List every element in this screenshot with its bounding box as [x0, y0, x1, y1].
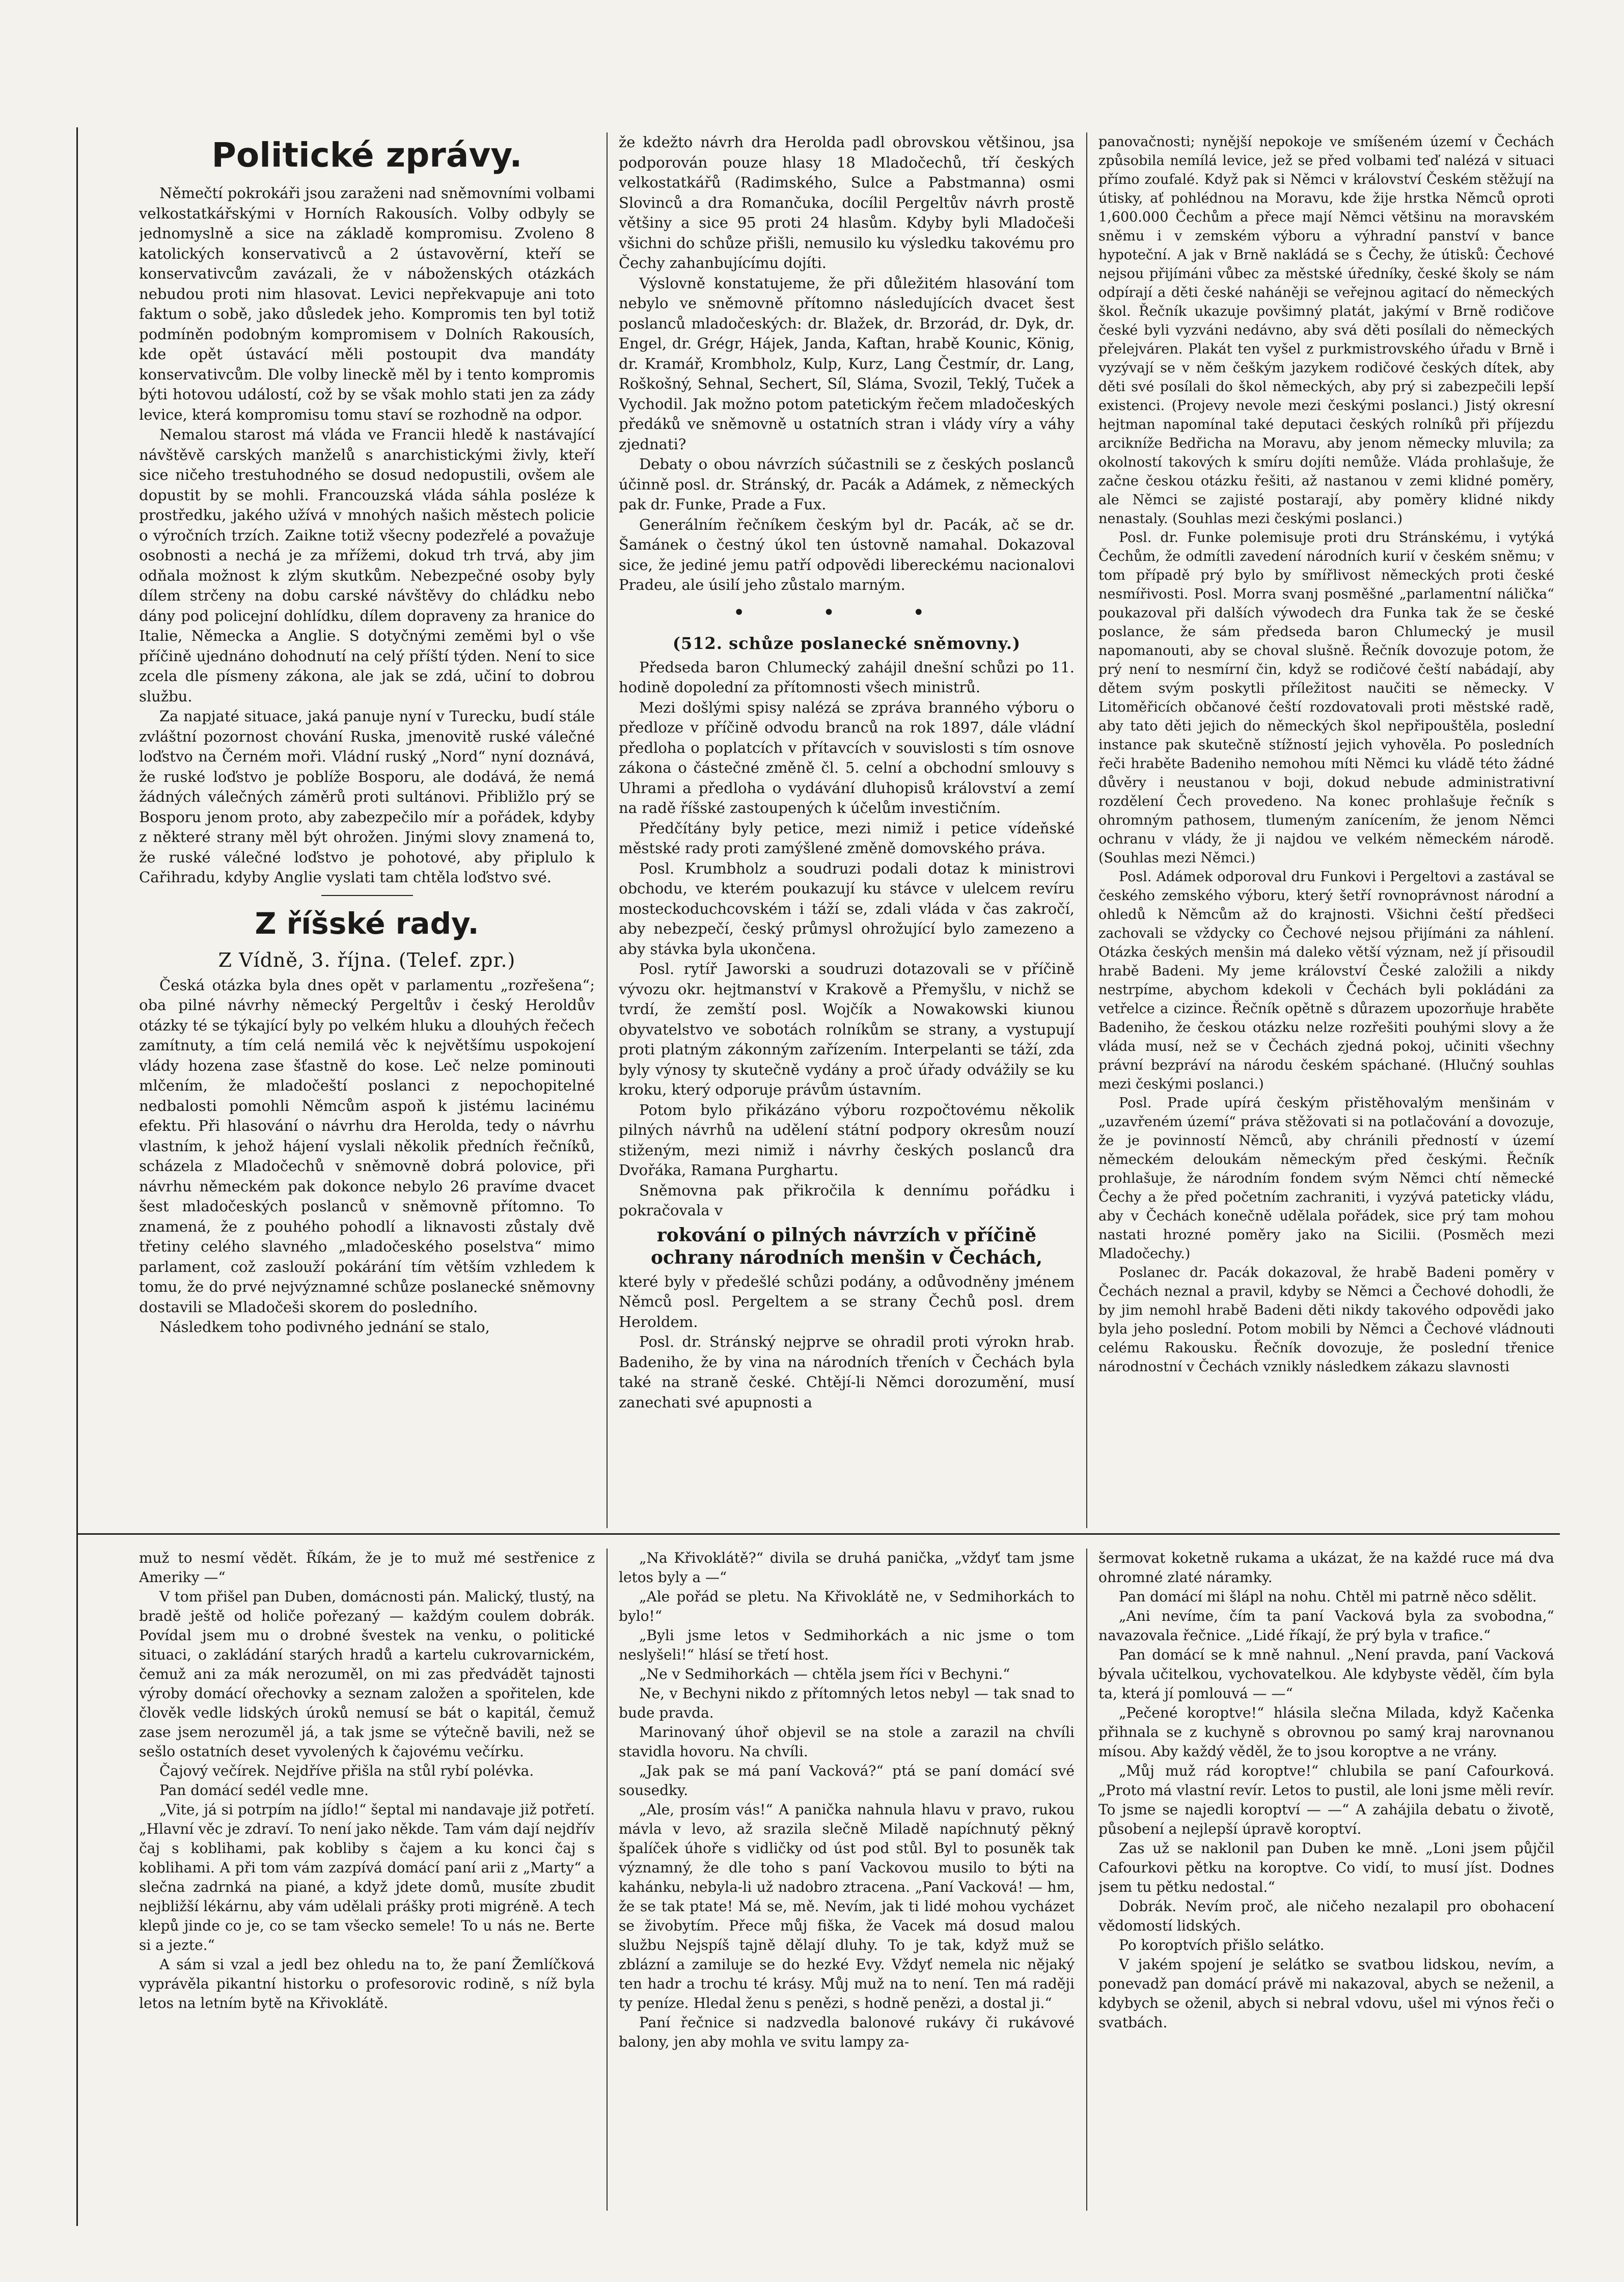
divider	[321, 895, 413, 896]
feuilleton-rule	[78, 1533, 1560, 1535]
story-paragraph: „Ne v Sedmihorkách — chtěla jsem říci v Bechyni.“	[639, 1666, 1010, 1682]
story-paragraph: V jakém spojení je selátko se svatbou lidskou, nevím, a ponevadž pan domácí právě mi nakazoval, abych se neženil, a kdybych se oženil, abych si nebral vdovu, ušel mi výnos řeči o svatbách.	[1098, 1956, 1554, 2031]
article-paragraph: Posl. rytíř Jaworski a soudruzi dotazovali se v příčině vývozu okr. hejtmanství v Krakově a Přemyšlu, v nichž se tvrdí, že zemští posl. Wojčík a Nowakowski kiunou obyvatelstvo ve sobotách rolníkům se strany, a vystupují proti platným zákonným zařízením. Interpelanti se táží, zda byly výnosy ty skutečně vydány a proč úřady odvážily se ku kroku, který odporuje právům ústavním.	[619, 960, 1075, 1098]
story-paragraph: Pan domácí sedél vedle mne.	[159, 1782, 369, 1799]
story-paragraph: A sám si vzal a jedl bez ohledu na to, že paní Žemlíčková vyprávěla pikantní historku o profesorovic rodině, s níž byla letos na letním bytě na Křivoklátě.	[139, 1956, 595, 2012]
story-paragraph: šermovat koketně rukama a ukázat, že na každé ruce má dva ohromné zlaté náramky.	[1098, 1550, 1554, 1586]
story-paragraph: Paní řečnice si nadzvedla balonové rukávy či rukávové balony, jen aby mohla ve svitu lampy za-	[619, 2014, 1075, 2050]
story-paragraph: „Můj muž rád koroptve!“ chlubila se paní Cafourková. „Proto má vlastní revír. Letos to pustil, ale loni jsme měli revír. To jsme se najedli koroptví — —“ A zahájila debatu o životě, působení a nejlepší úpravě koroptví.	[1098, 1762, 1554, 1837]
story-paragraph: „Na Křivoklátě?“ divila se druhá panička, „vždyť tam jsme letos byly a —“	[619, 1550, 1075, 1586]
story-paragraph: „Ani nevíme, čím ta paní Vacková byla za svobodna,“ navazovala řečnice. „Lidé říkají, že prý byla v trafice.“	[1098, 1608, 1554, 1644]
story-paragraph: „Vite, já si potrpím na jídlo!“ šeptal mi nandavaje již potřetí. „Hlavní věc je zdraví. To není jako někde. Tam vám dají nejdřív čaj s koblihami, pak kobliby s čajem a ku konci čaj s koblihami. A při tom vám zazpívá domácí paní arii z „Marty“ a slečna zadrnká na piané, a když jdete domů, musíte zbudit nejbližší lékárnu, aby vám udělali prášky proti migréně. A tech klepů jinde co je, co se tam všecko semele! To u nás ne. Berte si a jezte.“	[139, 1801, 595, 1953]
article-paragraph: Poslanec dr. Pacák dokazoval, že hrabě Badeni poměry v Čechách neznal a pravil, kdyby se Němci a Čechové dohodli, že by jim nemohl hrabě Badeni děti nikdy takového odpovědi jako byla jeho poslední. Potom mobili by Němci a Čechové vládnouti celému Rakousku. Řečník dovozuje, že poslední třenice národnostní v Čechách vznikly následkem zákazu slavnosti	[1098, 1265, 1554, 1375]
feuilleton-column-1	[139, 1548, 595, 2211]
separator-dots: • • •	[733, 601, 960, 624]
article-paragraph: panovačnosti; nynější nepokoje ve smíšeném území v Čechách způsobila nemílá levice, jež se před volbami teď nalézá v situaci přímo zoufalé. Když pak si Němci v království Českém stěžují na útisky, ať pohlédnou na Moravu, kde žije hrstka Němců oproti 1,600.000 Čechům a přece mají Němci většinu na moravském sněmu i v zemském výboru a výhradní panství v bance hypoteční. A jak v Brně nakládá se s Čechy, že útisků: Čechové nejsou přijímáni vůbec za městské úředníky, české školy se nám odpírají a děti české naháněji se veřejnou agitací do německých škol. Řečník ukazuje povšimný platát, jakýmí v Brně rodičove české byli vyzváni nedávno, aby svá děti posílali do německých přelejváren. Plakát ten vyšel z purkmistrovského úřadu v Brně i vyzývají se v něm češkým jazykem rodičové českých dítek, aby děti své posílali do škol německých, aby prý si zabezpečili lepší existenci. (Projevy nevole mezi českými poslanci.) Jistý okresní hejtman napomínal také deputaci českých rolníků při příjezdu arcikníže Bedřicha na Moravu, aby jenom německy mluvila; za okolností takových k smíru dojíti nemůže. Vláda prohlašuje, že začne českou otázku řešiti, až nastanou v zemi klidné poměry, ale Němci se zajisté postarají, aby poměry klidné nikdy nenastaly. (Souhlas mezi českými poslanci.)	[1098, 134, 1554, 527]
column-politics	[139, 132, 595, 1518]
column-rule	[607, 1548, 608, 2211]
dateline: Z Vídně, 3. října. (Telef. zpr.)	[218, 948, 516, 971]
column-rule	[607, 132, 608, 1528]
newspaper-page	[76, 127, 1584, 2226]
article-paragraph: Předčítány byly petice, mezi nimiž i petice vídeňské městské rady proti zamýšlené změně domovského práva.	[619, 819, 1075, 857]
article-paragraph: Posl. dr. Stránský nejprve se ohradil proti výrokn hrab. Badeniho, že by vina na národních třeních v Čechách byla také na straně české. Chtějí-li Němci dorozumění, musí zanechati své apupnosti a	[619, 1333, 1075, 1411]
story-paragraph: „Ale, prosím vás!“ A panička nahnula hlavu v pravo, rukou mávla v levo, až srazila slečně Miladě napíchnutý pěkný špalíček úhoře s vidličky od úst pod stůl. Byl to posuněk tak významný, že dle toho s paní Vackovou musilo to býti na kahánku, nebyla-li už nadobro ztracena. „Paní Vacková! — hm, že se tak ptate! Má se, mě. Nevím, jak ti lidé mohou vycházet se živobytím. Přece můj fiška, že Vacek má dosud malou službu Nejspíš tajně dělají dluhy. To je tak, když muž se zblázní a zamiluje se do hezké Evy. Vždyť nemela nic nějaký ten hadr a trochu té krásy. Můj muž na to není. Ten má raději ty peníze. Hledal ženu s penězi, s hodně penězi, a dostal ji.“	[619, 1801, 1075, 2012]
article-paragraph: Posl. Prade upírá českým přistěhovalým menšinám v „uzavřeném území“ práva stěžovati si na potlačování a dovozuje, že je povinností Němců, aby chránili předností v území německém deloukám německým před českými. Řečník prohlašuje, že národním fondem svým Němci chtí německé Čechy a že před početním zachraniti, i vyzývá pateticky vládu, aby v Čechách konečně udělala pořádek, sice prý tam mohou nastati hrozné poměry jako na Sicilii. (Posměch mezi Mladočechy.)	[1098, 1095, 1554, 1262]
story-paragraph: muž to nesmí vědět. Říkám, že je to muž mé sestřenice z Ameriky —“	[139, 1550, 595, 1586]
article-paragraph: Debaty o obou návrzích súčastnili se z českých poslanců účinně posl. dr. Stránský, dr. Pacák a Adámek, z německých pak dr. Funke, Prade a Fux.	[619, 455, 1075, 513]
story-paragraph: Zas už se naklonil pan Duben ke mně. „Loni jsem půjčil Cafourkovi pětku na koroptve. Co vidí, to musí jíst. Dodnes jsem tu pětku nedostal.“	[1098, 1840, 1554, 1895]
article-paragraph: Za napjaté situace, jaká panuje nyní v Turecku, budí stále zvláštní pozornost chování Ruska, jmenovitě ruské válečné loďstvo na Černém moři. Vládní ruský „Nord“ nyní doznává, že ruské loďstvo je poblíže Bosporu, ale dodává, že nemá žádných válečných záměrů proti sultánovi. Přibližlo prý se Bosporu jenom proto, aby zabezpečilo mír a pořádek, kdyby z některé strany měl být ohrožen. Jinými slovy znamená to, že ruské válečné loďstvo je pohotové, aby připlulo k Cařihradu, kdyby Anglie vyslati tam chtěla loďstvo své.	[139, 708, 595, 886]
section-title-politicke-zpravy: Politické zprávy.	[211, 135, 522, 175]
feuilleton-column-2	[619, 1548, 1075, 2211]
story-paragraph: Čajový večírek. Nejdříve přišla na stůl rybí polévka.	[159, 1762, 534, 1779]
story-paragraph: „Jak pak se má paní Vacková?“ ptá se paní domácí své sousedky.	[619, 1762, 1075, 1799]
article-paragraph: Následkem toho podivného jednání se stalo,	[159, 1318, 490, 1336]
column-rule	[1086, 132, 1087, 1528]
article-paragraph: Sněmovna pak přikročila k dennímu pořádku i pokračovala v	[619, 1181, 1075, 1219]
debate-heading: rokování o pilných návrzích v příčině ochrany národních menšin v Čechách,	[650, 1224, 1043, 1268]
story-paragraph: „Byli jsme letos v Sedmihorkách a nic jsme o tom neslyšeli!“ hlásí se třetí host.	[619, 1627, 1075, 1663]
session-heading: (512. schůze poslanecké sněmovny.)	[672, 633, 1021, 653]
article-paragraph: Potom bylo přikázáno výboru rozpočtovému několik pilných návrhů na udělení státní podpory okresům nouzí stiženým, mezi nimiž i návrhy českých poslanců dra Dvořáka, Ramana Purghartu.	[619, 1101, 1075, 1179]
article-paragraph: Mezi došlými spisy nalézá se zpráva branného výboru o předloze v příčině odvodu branců na rok 1897, dále vládní předloha o poplatcích v přítavcích v souvislosti s tím osnove zákona o částečné změně čl. 5. celní a obchodní smlouvy s Uhrami a předloha o vydávání dluhopisů království a zemí na radě říšské zastoupených k účelům investičním.	[619, 698, 1075, 817]
article-paragraph: Generálním řečníkem českým byl dr. Pacák, ač se dr. Šamánek o čestný úkol ten ústovně namahal. Dokazoval sice, že jediné jemu patří odpovědi libereckému nacionalovi Pradeu, ale úsilí jeho zůstalo marným.	[619, 515, 1075, 593]
column-parliament-continued	[1098, 132, 1554, 1518]
article-paragraph: Posl. Adámek odporoval dru Funkovi i Pergeltovi a zastával se českého zemského výboru, který šetří rovnoprávnost národní a ohledů k Němcům až do krajnosti. Všichni čeští předšeci zachovali se vždycky co Čechové nejsou přijímáni za náhlení. Otázka českých menšin má daleko větší význam, než jí přisoudil hrabě Badeni. My jeme království České založili a nikdy nestrpíme, abychom kdekoli v Čechách byli pokládáni za vetřelce a cizince. Řečník opětně s důrazem upozorňuje hraběte Badeniho, že českou otázku nelze rozřešiti pouhými slovy a že vláda musí, než se v Čechách zjedná pokoj, učiniti všechny právní bezpráví na národu českém spáchané. (Hlučný souhlas mezi českými poslanci.)	[1098, 869, 1554, 1092]
story-paragraph: V tom přišel pan Duben, domácnosti pán. Malický, tlustý, na bradě ještě od holiče pořezaný — každým coulem dobrák. Povídal jsem mu o drobné švestek na venku, o politické situaci, o zakládání starých hradů a kartelu cukrovarnickém, čemuž ani za mák nerozuměl, on mi zas předvádět tajnosti výroby domácí ořechovky a seznam založen a spořitelen, kde člověk vedle lidských úroků nemusí se bát o kapitál, čemuž zase jsem nerozuměl já, a tak jsme se výtečně bavili, než se sešlo ostatních deset vyvolených k čajovému večírku.	[139, 1588, 595, 1760]
story-paragraph: Dobrák. Nevím proč, ale ničeho nezalapil pro obohacení vědomostí lidských.	[1098, 1898, 1554, 1934]
story-paragraph: Ne, v Bechyni nikdo z přítomných letos nebyl — tak snad to bude pravda.	[619, 1685, 1075, 1721]
story-paragraph: Pan domácí mi šlápl na nohu. Chtěl mi patrně něco sdělit.	[1119, 1588, 1537, 1605]
article-paragraph: Posl. dr. Funke polemisuje proti dru Stránskému, i vytýká Čechům, že odmítli zavedení národních kurií v českém sněmu; v tom případě prý bylo by smířlivost německých proti české nesmířivosti. Posl. Morra svanj posměšné „parlamentní nálička“ poukazoval při dalších výwodech dra Funka tak že se české poslance, že sám předseda baron Chlumecký je musil napomanouti, aby se choval slušně. Řečník dovozuje potom, že prý není to nesmírní čin, když se rodičové čeští nabádají, aby dětem svým poskytli příležitost naučiti se německy. V Litoměřicích občanové čeští rozdovatovali proti městské radě, aby tato děti jejich do německých škol nepřipouštěla, poslední instance pak skutečně stížností jejich vyhověla. Po posledních řeči hraběte Badeniho nemohou míti Němci ku vládě této žádné důvěry i neustanou v boji, dokud nebude administrativní rozdělení Čech provedeno. Na konec prohlašuje řečník s ohromným pathosem, tlumeným zanícením, že jenom Němci ochranu v vlády, že ji najdou ve velkém německém národě. (Souhlas mezi Němci.)	[1098, 530, 1554, 866]
story-paragraph: „Ale pořád se pletu. Na Křivoklátě ne, v Sedmihorkách to bylo!“	[619, 1588, 1075, 1624]
story-paragraph: Marinovaný úhoř objevil se na stole a zarazil na chvíli stavidla hovoru. Na chvíli.	[619, 1724, 1075, 1760]
section-title-risske-rady: Z říšské rady.	[255, 906, 479, 941]
article-paragraph: Česká otázka byla dnes opět v parlamentu „rozřešena“; oba pilné návrhy německý Pergeltův i český Heroldův otázky té se týkající byly po velkém hluku a dlouhých řečech zamítnuty, a tím celá nemilá věc k největšímu uspokojení vlády hozena zase šťastně do kose. Leč nelze pominouti mlčením, že mladočeští poslanci z nepochopitelné nedbalosti pomohli Němcům aspoň k jistému lacinému efektu. Při hlasování o návrhu dra Herolda, tedy o návrhu vlastním, k jehož hájení vyslali několik předních řečníků, scházela z Mladočechů v sněmovně dobrá polovice, při návrhu německém pak dokonce nebylo 26 pravíme dvacet šest mladočeských poslanců v sněmovně přítomno. To znamená, že z pouhého pohodlí a liknavosti zůstaly dvě třetiny celého slavného „mladočeského poselstva“ mimo parlament, což zaslouží pokárání tím větším vzhledem k tomu, že do prvé nejvýznamné schůze poslanecké sněmovny dostavili se Mladočeši skorem do posledního.	[139, 976, 595, 1316]
article-paragraph: Předseda baron Chlumecký zahájil dnešní schůzi po 11. hodině dopolední za přítomnosti všech ministrů.	[619, 658, 1075, 696]
article-paragraph: Výslovně konstatujeme, že při důležitém hlasování tom nebylo ve sněmovně přítomno následujících dvacet šest poslanců mladočeských: dr. Blažek, dr. Brzorád, dr. Dyk, dr. Engel, dr. Grégr, Hájek, Janda, Kaftan, hrabě Kounic, König, dr. Kramář, Krombholz, Kulp, Kurz, Lang Čestmír, dr. Lang, Roškošný, Sehnal, Sechert, Síl, Sláma, Svozil, Teklý, Tuček a Vychodil. Jak možno potom patetickým řečem mladočeských předáků ve sněmovně u ostatních stran i vlády víry a váhy zjednati?	[619, 274, 1075, 453]
story-paragraph: Po koroptvích přišlo selátko.	[1119, 1937, 1325, 1953]
article-paragraph: Nemalou starost má vláda ve Francii hledě k nastávající návštěvě carských manželů s anarchistickými živly, kteří sice ničeho trestuhodného se dosud nedopustili, ovšem ale dopustit by se mohli. Francouzská vláda sáhla posléze k prostředku, jakého užívá v mnohých našich městech policie o výročních trzích. Zaikne totiž všecny podezřelé a považuje osobnosti a nechá je za mřížemi, dokud trh trvá, aby jim odňala možnost k zlým skutkům. Nebezpečné osoby byly dílem strčeny na dobu carské návštěvy do chládku nebo dány pod policejní dohlídku, dílem dopraveny za hranice do Italie, Německa a Anglie. S dotyčnými zeměmi byl o vše příčině ujednáno dohodnutí na celý příští týden. Není to sice zcela dle písmeny zákona, ale jak se zdá, učiní to dobrou službu.	[139, 426, 595, 705]
article-paragraph: Posl. Krumbholz a soudruzi podali dotaz k ministrovi obchodu, ve kterém poukazují ku stávce v ulelcem revíru mosteckoduchcovském i táží se, zdali vláda v čas zakročí, aby nebezpečí, český průmysl ohrožující bylo zamezeno a aby stávka byla ukončena.	[619, 859, 1075, 958]
column-rule	[1086, 1548, 1087, 2211]
story-paragraph: Pan domácí se k mně nahnul. „Není pravda, paní Vacková bývala učitelkou, vychovatelkou. Ale kdybyste věděl, čím byla ta, která jí pomlouvá — —“	[1098, 1646, 1554, 1702]
article-paragraph: že kdežto návrh dra Herolda padl obrovskou většinou, jsa podporován pouze hlasy 18 Mladočechů, tří českých velkostatkářů (Radimského, Sulce a Pabstmanna) osmi Slovinců a dra Romančuka, docílil Pergeltův návrh prostě většiny a sice 95 proti 24 hlasům. Kdyby byli Mladočeši všichni do schůze přišli, nemusilo ku výsledku takovému pro Čechy zahanbujícímu dojíti.	[619, 133, 1075, 271]
feuilleton-column-3	[1098, 1548, 1554, 2211]
article-paragraph: které byly v předešlé schůzi podány, a odůvodněny jménem Němců posl. Pergeltem a se strany Čechů posl. drem Heroldem.	[619, 1272, 1075, 1330]
column-parliament	[619, 132, 1075, 1518]
article-paragraph: Němečtí pokrokáři jsou zaraženi nad sněmovními volbami velkostatkářskými v Horních Rakousích. Volby odbyly se jednomyslně a sice na základě kompromisu. Zvoleno 8 katolických konservativců a 2 ústavověrní, kteří se konservativcům zavázali, že v náboženských otázkách nebudou proti nim hlasovat. Levici nepřekvapuje ani toto faktum o sobě, jako důsledek jeho. Kompromis ten byl totiž podmíněn podobným kompromisem v Dolních Rakousích, kde opět ústavácí měli postoupit dva mandáty konservativcům. Dle volby lineckě měl by i tento kompromis býti hotovou událostí, což by se však mohlo stati jen za zády levice, která kompromisu tomu staví se rozhodně na odpor.	[139, 184, 595, 423]
story-paragraph: „Pečené koroptve!“ hlásila slečna Milada, když Kačenka přihnala se z kuchyně s obrovnou po samý kraj narovnanou mísou. Aby každý věděl, že to jsou koroptve a ne vrány.	[1098, 1704, 1554, 1760]
